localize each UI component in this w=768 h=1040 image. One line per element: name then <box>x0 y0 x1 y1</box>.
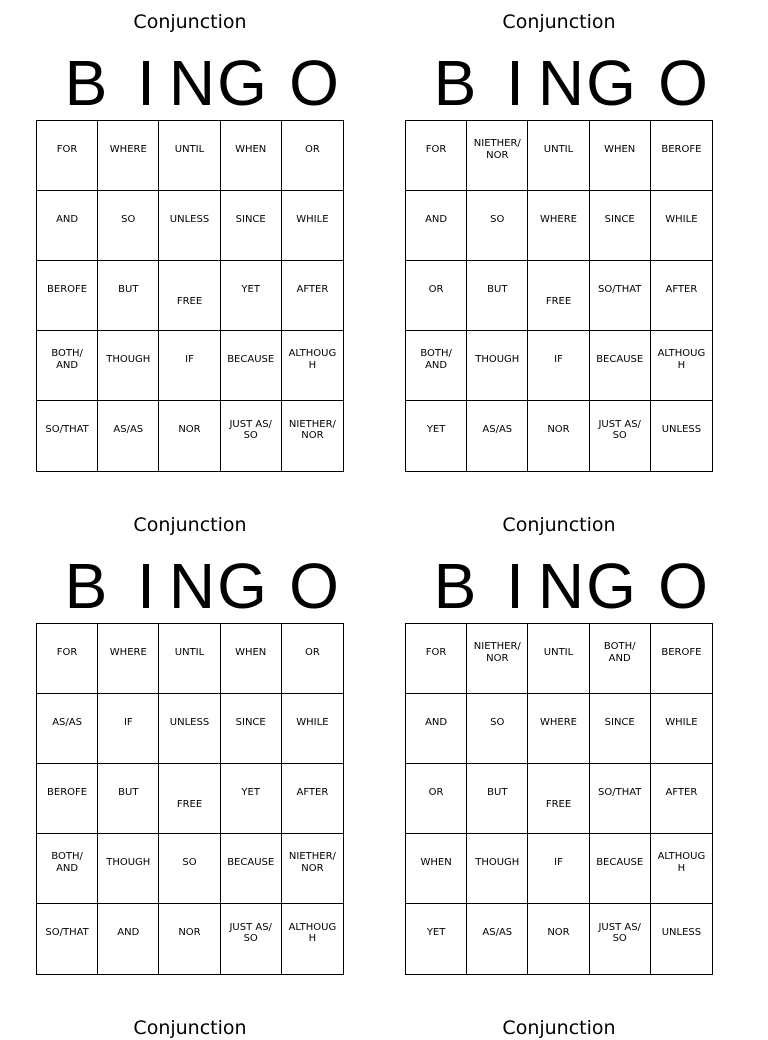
bingo-cell: IF <box>528 331 589 401</box>
bingo-cell: YET <box>221 261 282 331</box>
bingo-letter: O <box>289 550 339 622</box>
card-title: Conjunction <box>133 1017 247 1039</box>
bingo-cell: WHEN <box>590 121 651 191</box>
bingo-cell: SO <box>467 191 528 261</box>
bingo-cell: UNLESS <box>661 927 702 939</box>
bingo-grid <box>405 623 713 975</box>
bingo-cell: OR <box>282 121 343 191</box>
bingo-header <box>393 47 708 119</box>
bingo-cell: WHEN <box>406 834 467 904</box>
bingo-cell: WHILE <box>282 694 343 764</box>
bingo-cell: ALTHOUG H <box>651 331 712 401</box>
bingo-cell: NIETHER/ NOR <box>467 624 528 694</box>
bingo-cell: BUT <box>467 261 528 331</box>
bingo-cell: NOR <box>159 401 220 471</box>
bingo-letter: O <box>658 550 708 622</box>
bingo-cell: ALTHOUG H <box>282 331 343 401</box>
bingo-cell: ALTHOUG H <box>288 921 337 944</box>
bingo-cell: YET <box>406 904 467 974</box>
bingo-letter: O <box>289 47 339 119</box>
bingo-cell: JUST AS/ SO <box>590 904 651 974</box>
bingo-cell: BEROFE <box>37 764 98 834</box>
bingo-letter: G <box>217 47 267 119</box>
bingo-cell: WHILE <box>651 191 712 261</box>
bingo-cell: THOUGH <box>467 331 528 401</box>
bingo-cell: NIETHER/ NOR <box>282 834 343 904</box>
bingo-cell: WHERE <box>528 191 589 261</box>
bingo-cell: AFTER <box>651 261 712 331</box>
bingo-cell: SINCE <box>221 191 282 261</box>
bingo-cell: FOR <box>37 121 98 191</box>
bingo-cell: JUST AS/ SO <box>590 401 651 471</box>
bingo-cell: FOR <box>37 624 98 694</box>
bingo-cell: SO/THAT <box>37 904 98 974</box>
bingo-header <box>24 550 339 622</box>
bingo-cell: NOR <box>159 904 220 974</box>
card-title: Conjunction <box>502 11 616 33</box>
bingo-letter: I <box>506 47 524 119</box>
bingo-cell: OR <box>406 261 467 331</box>
bingo-cell: SO <box>467 694 528 764</box>
bingo-letter: B <box>64 47 108 119</box>
bingo-cell: AND <box>406 694 467 764</box>
bingo-cell: AND <box>98 904 159 974</box>
bingo-cell: UNLESS <box>159 694 220 764</box>
bingo-cell: THOUGH <box>467 834 528 904</box>
bingo-cell: BOTH/ AND <box>590 624 651 694</box>
free-space-cell: FREE <box>159 764 220 834</box>
bingo-cell: SINCE <box>590 191 651 261</box>
bingo-cell: OR <box>282 624 343 694</box>
bingo-cell: WHERE <box>98 121 159 191</box>
bingo-cell: IF <box>159 331 220 401</box>
free-space-cell: FREE <box>528 261 589 331</box>
bingo-cell: BECAUSE <box>221 331 282 401</box>
bingo-letter: N <box>168 47 216 119</box>
bingo-letter: G <box>586 550 636 622</box>
bingo-cell: NOR <box>528 401 589 471</box>
bingo-cell: FOR <box>406 121 467 191</box>
bingo-cell: BOTH/ AND <box>37 331 98 401</box>
bingo-letter: B <box>433 550 477 622</box>
bingo-cell: AND <box>406 191 467 261</box>
bingo-letter: I <box>137 47 155 119</box>
bingo-cell: YET <box>221 764 282 834</box>
bingo-cell: AS/AS <box>98 401 159 471</box>
bingo-header <box>393 550 708 622</box>
bingo-cell: NIETHER/ NOR <box>467 121 528 191</box>
bingo-cell: UNLESS <box>159 191 220 261</box>
bingo-cell: JUST AS/ SO <box>221 401 282 471</box>
bingo-cell: BOTH/ AND <box>406 331 467 401</box>
bingo-cell: THOUGH <box>98 834 159 904</box>
bingo-cell: AND <box>37 191 98 261</box>
bingo-letter: I <box>137 550 155 622</box>
bingo-cell: BECAUSE <box>590 331 651 401</box>
bingo-cell: WHILE <box>651 694 712 764</box>
card-title: Conjunction <box>502 1017 616 1039</box>
bingo-cell: BEROFE <box>651 624 712 694</box>
bingo-cell: BUT <box>98 261 159 331</box>
bingo-cell: WHILE <box>282 191 343 261</box>
free-space-cell: FREE <box>159 261 220 331</box>
bingo-cell: SINCE <box>590 694 651 764</box>
bingo-cell: JUST AS/ SO <box>221 904 282 974</box>
bingo-cell: OR <box>406 764 467 834</box>
bingo-cell: BUT <box>98 764 159 834</box>
bingo-cell: UNTIL <box>528 121 589 191</box>
bingo-cell: IF <box>528 834 589 904</box>
free-space-cell: FREE <box>528 764 589 834</box>
bingo-cell: SO/THAT <box>590 261 651 331</box>
bingo-cell: AFTER <box>282 261 343 331</box>
bingo-cell: SO/THAT <box>37 401 98 471</box>
bingo-cell: UNTIL <box>159 624 220 694</box>
card-title: Conjunction <box>133 514 247 536</box>
bingo-cell: SO <box>159 834 220 904</box>
bingo-cell: BEROFE <box>37 261 98 331</box>
bingo-cell: IF <box>98 694 159 764</box>
bingo-letter: N <box>168 550 216 622</box>
bingo-letter: G <box>217 550 267 622</box>
bingo-letter: N <box>537 47 585 119</box>
bingo-cell: SO/THAT <box>590 764 651 834</box>
bingo-cell: BEROFE <box>651 121 712 191</box>
bingo-letter: B <box>64 550 108 622</box>
bingo-grid <box>36 623 344 975</box>
bingo-cell: THOUGH <box>98 331 159 401</box>
bingo-cell: NIETHER/ NOR <box>288 418 336 441</box>
bingo-grid <box>36 120 344 472</box>
bingo-letter: I <box>506 550 524 622</box>
bingo-cell: AFTER <box>651 764 712 834</box>
card-title: Conjunction <box>133 11 247 33</box>
bingo-cell: YET <box>406 401 467 471</box>
bingo-cell: AS/AS <box>37 694 98 764</box>
bingo-letter: N <box>537 550 585 622</box>
bingo-letter: G <box>586 47 636 119</box>
bingo-cell: NOR <box>528 904 589 974</box>
bingo-letter: B <box>433 47 477 119</box>
bingo-cell: AS/AS <box>467 401 528 471</box>
bingo-cell: FOR <box>406 624 467 694</box>
bingo-cell: SINCE <box>221 694 282 764</box>
bingo-grid <box>405 120 713 472</box>
bingo-header <box>24 47 339 119</box>
bingo-cell: WHEN <box>221 121 282 191</box>
bingo-cell: UNLESS <box>661 424 702 436</box>
card-title: Conjunction <box>502 514 616 536</box>
bingo-cell: WHEN <box>221 624 282 694</box>
bingo-cell: UNTIL <box>159 121 220 191</box>
bingo-cell: BECAUSE <box>590 834 651 904</box>
bingo-cell: WHERE <box>98 624 159 694</box>
bingo-cell: SO <box>98 191 159 261</box>
bingo-cell: BECAUSE <box>221 834 282 904</box>
bingo-cell: BOTH/ AND <box>37 834 98 904</box>
bingo-cell: AS/AS <box>467 904 528 974</box>
bingo-cell: AFTER <box>282 764 343 834</box>
bingo-cell: BUT <box>467 764 528 834</box>
bingo-cell: WHERE <box>528 694 589 764</box>
bingo-letter: O <box>658 47 708 119</box>
bingo-cell: UNTIL <box>528 624 589 694</box>
bingo-cell: ALTHOUG H <box>651 834 712 904</box>
